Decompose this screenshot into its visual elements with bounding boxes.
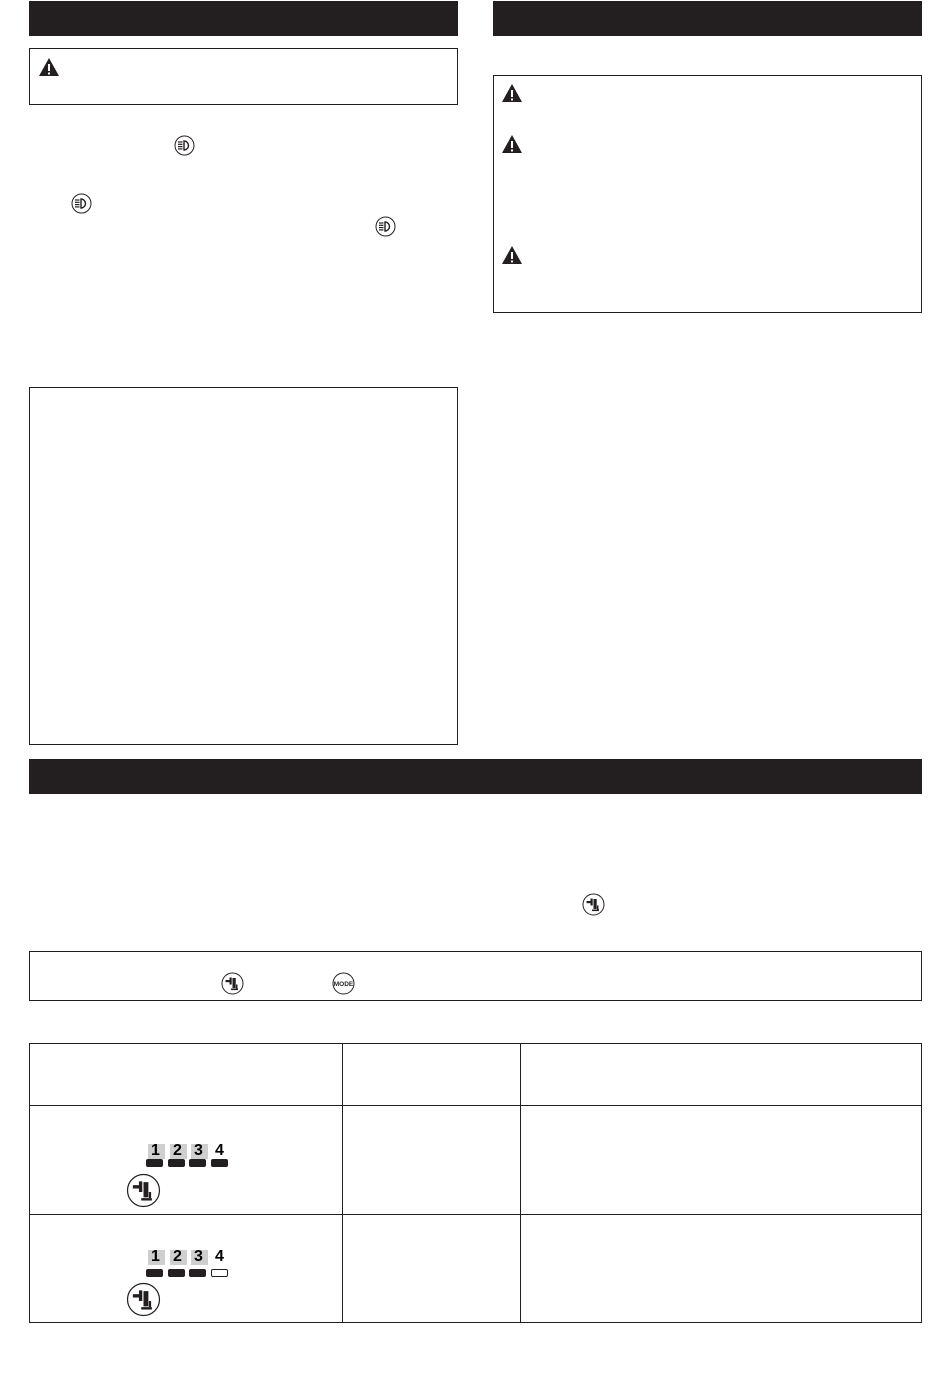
level-digit: 2: [173, 1143, 182, 1159]
table-col-divider: [520, 1044, 521, 1322]
level-lamp: [146, 1159, 163, 1167]
left-warning-box: [29, 48, 458, 105]
impact-force-mode-icon: [582, 893, 605, 916]
warning-triangle-icon: [38, 57, 60, 77]
level-lamp: [189, 1269, 206, 1277]
level-digit: 1: [151, 1143, 160, 1159]
mode-note-box: [29, 951, 922, 1001]
impact-force-mode-icon: [221, 972, 244, 995]
table-row-divider: [30, 1105, 921, 1106]
table-col-divider: [342, 1044, 343, 1322]
level-lamp: [146, 1269, 163, 1277]
impact-force-mode-icon: [126, 1173, 161, 1208]
front-lamp-icon: [71, 193, 92, 214]
level-lamp: [189, 1159, 206, 1167]
warning-triangle-icon: [501, 83, 523, 103]
right-section-header-bar: [493, 1, 922, 36]
warning-triangle-icon: [501, 245, 523, 265]
left-note-box: [29, 387, 458, 745]
level-digit: 2: [173, 1249, 182, 1265]
bottom-section-header-bar: [29, 759, 922, 794]
right-warning-box: [493, 75, 922, 313]
left-section-header-bar: [29, 1, 458, 36]
front-lamp-icon: [174, 135, 195, 156]
svg-text:MODE: MODE: [333, 981, 354, 988]
level-digit: 4: [215, 1142, 224, 1159]
impact-force-mode-icon: [126, 1282, 161, 1317]
mode-button-icon: [332, 972, 355, 995]
level-digit: 4: [215, 1248, 224, 1265]
level-digit: 3: [194, 1249, 203, 1265]
level-lamp: [211, 1159, 228, 1167]
mode-table: [29, 1043, 922, 1323]
front-lamp-icon: [375, 216, 396, 237]
level-lamp: [211, 1269, 228, 1277]
warning-triangle-icon: [501, 134, 523, 154]
table-row-divider: [30, 1214, 921, 1215]
level-digit: 1: [151, 1249, 160, 1265]
level-lamp: [168, 1159, 185, 1167]
level-digit: 3: [194, 1143, 203, 1159]
level-lamp: [168, 1269, 185, 1277]
